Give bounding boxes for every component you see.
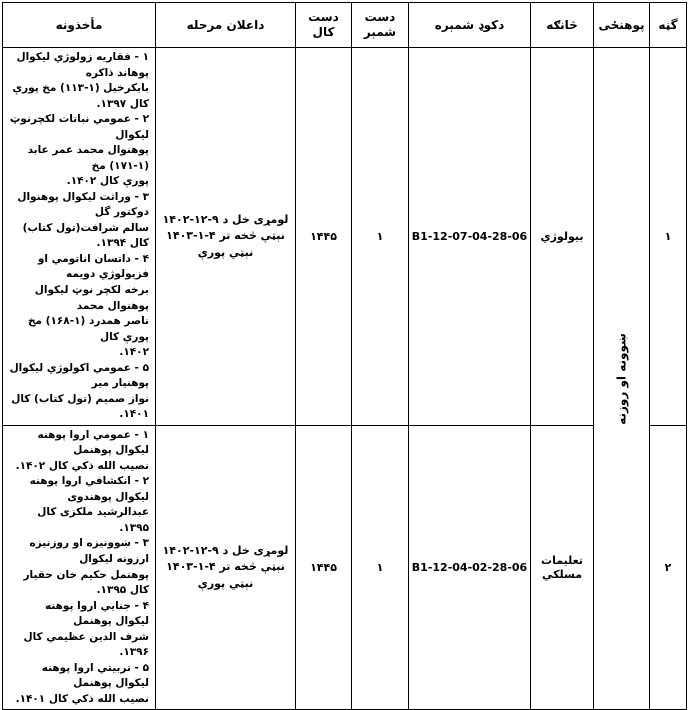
code-cell: 28-06-B1-12-04-02	[409, 425, 531, 710]
source-line: ۱ - فقاریه زولوژي لیکوال پوهاند ذاکره	[16, 51, 149, 79]
table-row	[3, 48, 687, 426]
source-line: شرف الدین عظیمي کال ۱۳۹۶.	[23, 630, 149, 659]
source-line: پورې کال ۱۴۰۲.	[66, 175, 149, 188]
source-line: ناصر همدرد (۱-۱۶۸) مخ پورې کال	[27, 315, 149, 343]
source-line: نواز صمیم (تول کتاب) کال ۱۴۰۱.	[11, 392, 149, 421]
source-line: ۳ - ښوونیزه او روزنیزه ارزونه لیکوال	[29, 537, 149, 565]
source-line: ۱۴۰۲.	[119, 346, 149, 359]
header-announcement-stage: داعلان مرحله	[156, 3, 296, 48]
class-year-cell: ۱۴۴۵	[296, 48, 352, 426]
code-cell: 28-06-B1-12-07-04	[409, 48, 531, 426]
faculty-cell	[594, 48, 650, 710]
class-number-cell: ۱	[352, 425, 409, 710]
source-line: ۲ - انکشافي اروا پوهنه لیکوال پوهندوی	[29, 475, 149, 503]
source-line: نصیب الله ذکي کال ۱۴۰۲.	[15, 459, 149, 472]
announcement-stage-cell: لومړی خل د ۹-۱۲-۱۴۰۲ نېټې څخه تر ۴-۱-۱۴۰۳ نېټي پورې	[156, 48, 296, 426]
class-number-cell: ۱	[352, 48, 409, 426]
source-line: نصیب الله ذکي کال ۱۴۰۱.	[15, 692, 149, 705]
source-line: ۱ - عمومي اروا پوهنه لیکوال پوهنمل	[37, 428, 149, 457]
source-line: ۳ - وراثت لیکوال پوهنوال دوکتور گل	[17, 190, 149, 219]
source-line: پوهنمل حکیم خان حقیار کال ۱۳۹۵.	[23, 568, 149, 597]
department-cell: بیولوژي	[531, 48, 594, 426]
class-year-cell: ۱۴۴۵	[296, 425, 352, 710]
source-line: پوهنوال محمد عمر عابد (۱-۱۷۱) مخ	[27, 144, 149, 172]
source-line: ۵ - تربیتي اروا پوهنه لیکوال پوهنمل	[41, 661, 149, 690]
vacancy-table	[2, 2, 687, 710]
header-class-number: دست شمېر	[352, 3, 409, 48]
announcement-stage-cell: لومړی خل د ۹-۱۲-۱۴۰۲ نېټې څخه تر ۴-۱-۱۴۰۳ نېټي پورې	[156, 425, 296, 710]
sources-cell	[3, 48, 156, 426]
sources-cell	[3, 425, 156, 710]
header-faculty: پوهنځی	[594, 3, 650, 48]
source-line: سالم شرافت(تول کتاب) کال ۱۳۹۴.	[22, 221, 149, 250]
source-line: عبدالرشید ملکزی کال ۱۳۹۵.	[37, 506, 149, 534]
source-line: برخه لکچر نوټ لیکوال پوهنوال محمد	[34, 283, 149, 312]
source-line: ۵ - عمومي اکولوژي لیکوال پوهنیار میر	[9, 361, 149, 390]
row-number: ۱	[650, 48, 687, 426]
header-number: گڼه	[650, 3, 687, 48]
header-sources: مأخذونه	[3, 3, 156, 48]
department-cell: تعلیمات مسلکي	[531, 425, 594, 710]
source-line: بابکرخیل (۱-۱۱۳) مخ پورې کال ۱۳۹۷.	[12, 82, 149, 110]
header-row	[3, 3, 687, 48]
header-department: څانګه	[531, 3, 594, 48]
row-number: ۲	[650, 425, 687, 710]
source-line: ۲ - عمومي نباتات لکچرنوټ لیکوال	[9, 113, 149, 141]
header-class-year: دست کال	[296, 3, 352, 48]
table-row	[3, 425, 687, 710]
source-line: ۴ - جنايي اروا پوهنه لیکوال پوهنمل	[45, 599, 149, 628]
source-line: ۴ - داتسان اناتومي او فزیولوژي دویمه	[37, 252, 149, 281]
faculty-name: ښوونه او روزنه	[614, 332, 628, 425]
header-code: دکوډ شمېره	[409, 3, 531, 48]
